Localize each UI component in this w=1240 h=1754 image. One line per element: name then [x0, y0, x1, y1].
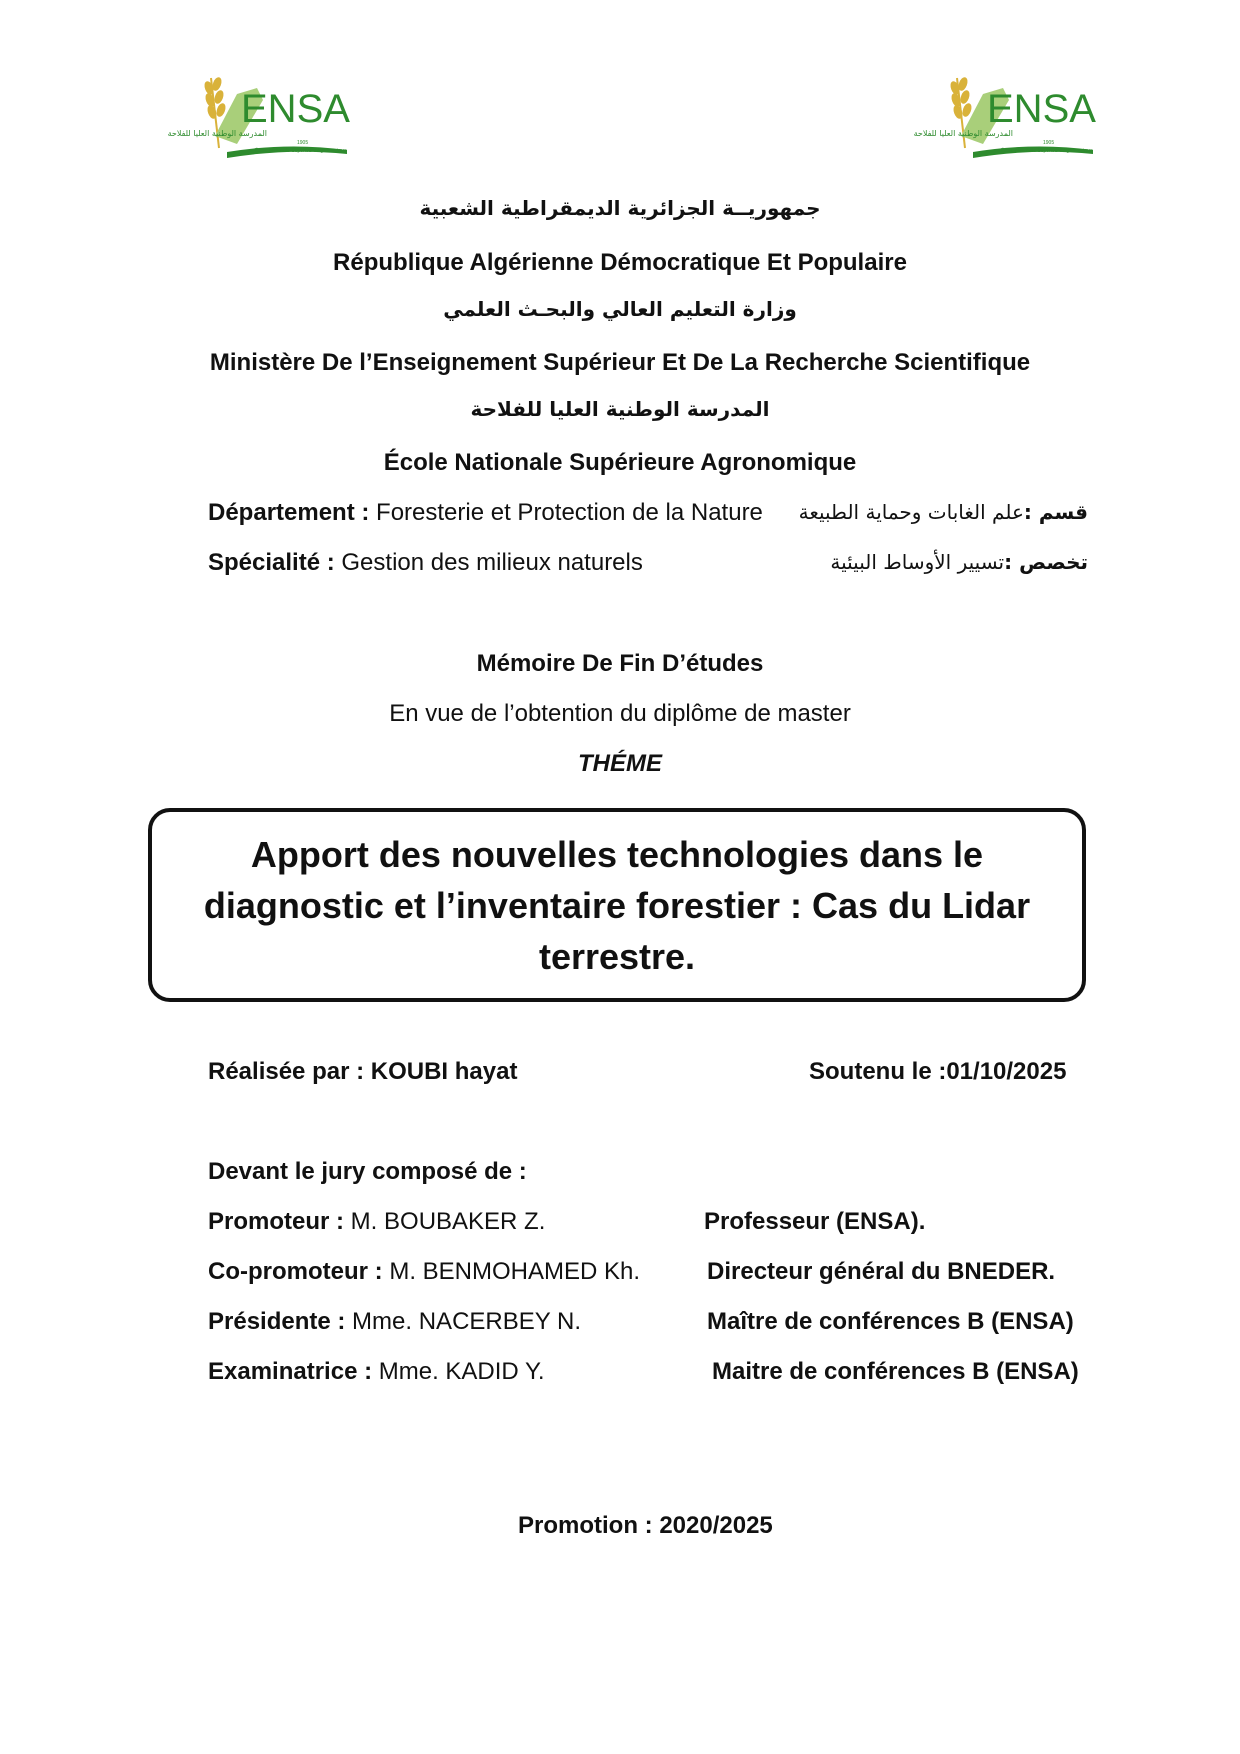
- svg-text:École Nationale Supérieure Agr: École Nationale Supérieure Agronomique: [1001, 148, 1093, 154]
- ensa-logo-graphic: [167, 70, 367, 165]
- jury-title: Maitre de conférences B (ENSA): [712, 1358, 1079, 1385]
- speciality-line: [208, 549, 643, 577]
- department-label: Département :: [208, 499, 370, 526]
- jury-member-row: [208, 1308, 581, 1336]
- department-line: [208, 499, 763, 527]
- jury-name: Mme. NACERBEY N.: [345, 1308, 581, 1335]
- jury-role: Examinatrice :: [208, 1358, 373, 1385]
- speciality-label: Spécialité :: [208, 549, 335, 576]
- speciality-ar-label: تخصص :: [1004, 550, 1088, 574]
- ar-ministry-line: وزارة التعليم العالي والبحـث العلمي: [443, 297, 797, 321]
- jury-title: Directeur général du BNEDER.: [707, 1258, 1056, 1285]
- author-line: Réalisée par : KOUBI hayat: [208, 1058, 518, 1085]
- fr-school-line: École Nationale Supérieure Agronomique: [383, 449, 857, 476]
- jury-role: Promoteur :: [208, 1208, 345, 1235]
- theme-title: Apport des nouvelles technologies dans le diagnostic et l’inventaire forestier : Cas du Lidar terrestre.: [203, 833, 1031, 977]
- svg-text:المدرسة الوطنية العليا للفلاحة: المدرسة الوطنية العليا للفلاحة: [167, 129, 267, 138]
- fr-ministry-line: Ministère De l’Enseignement Supérieur Et De La Recherche Scientifique: [209, 349, 1031, 376]
- jury-member-row: [208, 1358, 545, 1386]
- theme-box: [148, 808, 1086, 1002]
- theme-label: THÉME: [578, 750, 662, 777]
- jury-member-row: [208, 1258, 640, 1286]
- svg-text:المدرسة الوطنية العليا للفلاحة: المدرسة الوطنية العليا للفلاحة: [913, 129, 1013, 138]
- jury-role: Présidente :: [208, 1308, 346, 1335]
- jury-title: Professeur (ENSA).: [704, 1208, 926, 1235]
- defense-date: Soutenu le :01/10/2025: [809, 1058, 1067, 1085]
- speciality-ar: [830, 550, 1088, 574]
- department-value: Foresterie et Protection de la Nature: [369, 499, 763, 526]
- svg-text:ENSA: ENSA: [987, 87, 1096, 131]
- department-ar-label: قسم :: [1023, 500, 1088, 524]
- fr-republic-line: République Algérienne Démocratique Et Populaire: [333, 249, 907, 276]
- jury-name: M. BOUBAKER Z.: [344, 1208, 546, 1235]
- ensa-logo-left: [167, 70, 367, 165]
- jury-role: Co-promoteur :: [208, 1258, 383, 1285]
- svg-text:ENSA: ENSA: [241, 87, 350, 131]
- jury-heading: Devant le jury composé de :: [208, 1158, 527, 1185]
- ar-school-line: المدرسة الوطنية العليا للفلاحة: [470, 397, 770, 421]
- speciality-ar-value: تسيير الأوساط البيئية: [830, 550, 1005, 574]
- svg-text:1905: 1905: [1043, 140, 1055, 146]
- jury-title: Maître de conférences B (ENSA): [707, 1308, 1074, 1335]
- svg-text:1905: 1905: [297, 140, 309, 146]
- memoire-title: Mémoire De Fin D’études: [476, 650, 764, 677]
- department-ar: [799, 500, 1088, 524]
- department-ar-value: علم الغابات وحماية الطبيعة: [798, 500, 1024, 524]
- jury-name: M. BENMOHAMED Kh.: [382, 1258, 641, 1285]
- jury-name: Mme. KADID Y.: [372, 1358, 545, 1385]
- ensa-logo-right: [913, 70, 1113, 165]
- ar-republic-line: جمهوريــة الجزائرية الديمقراطية الشعبية: [419, 196, 821, 220]
- ensa-logo-graphic: [913, 70, 1113, 165]
- svg-text:École Nationale Supérieure Agr: École Nationale Supérieure Agronomique: [255, 148, 347, 154]
- memoire-subtitle: En vue de l’obtention du diplôme de master: [389, 700, 851, 727]
- speciality-value: Gestion des milieux naturels: [334, 549, 643, 576]
- jury-member-row: [208, 1208, 545, 1236]
- promotion-line: Promotion : 2020/2025: [518, 1512, 773, 1539]
